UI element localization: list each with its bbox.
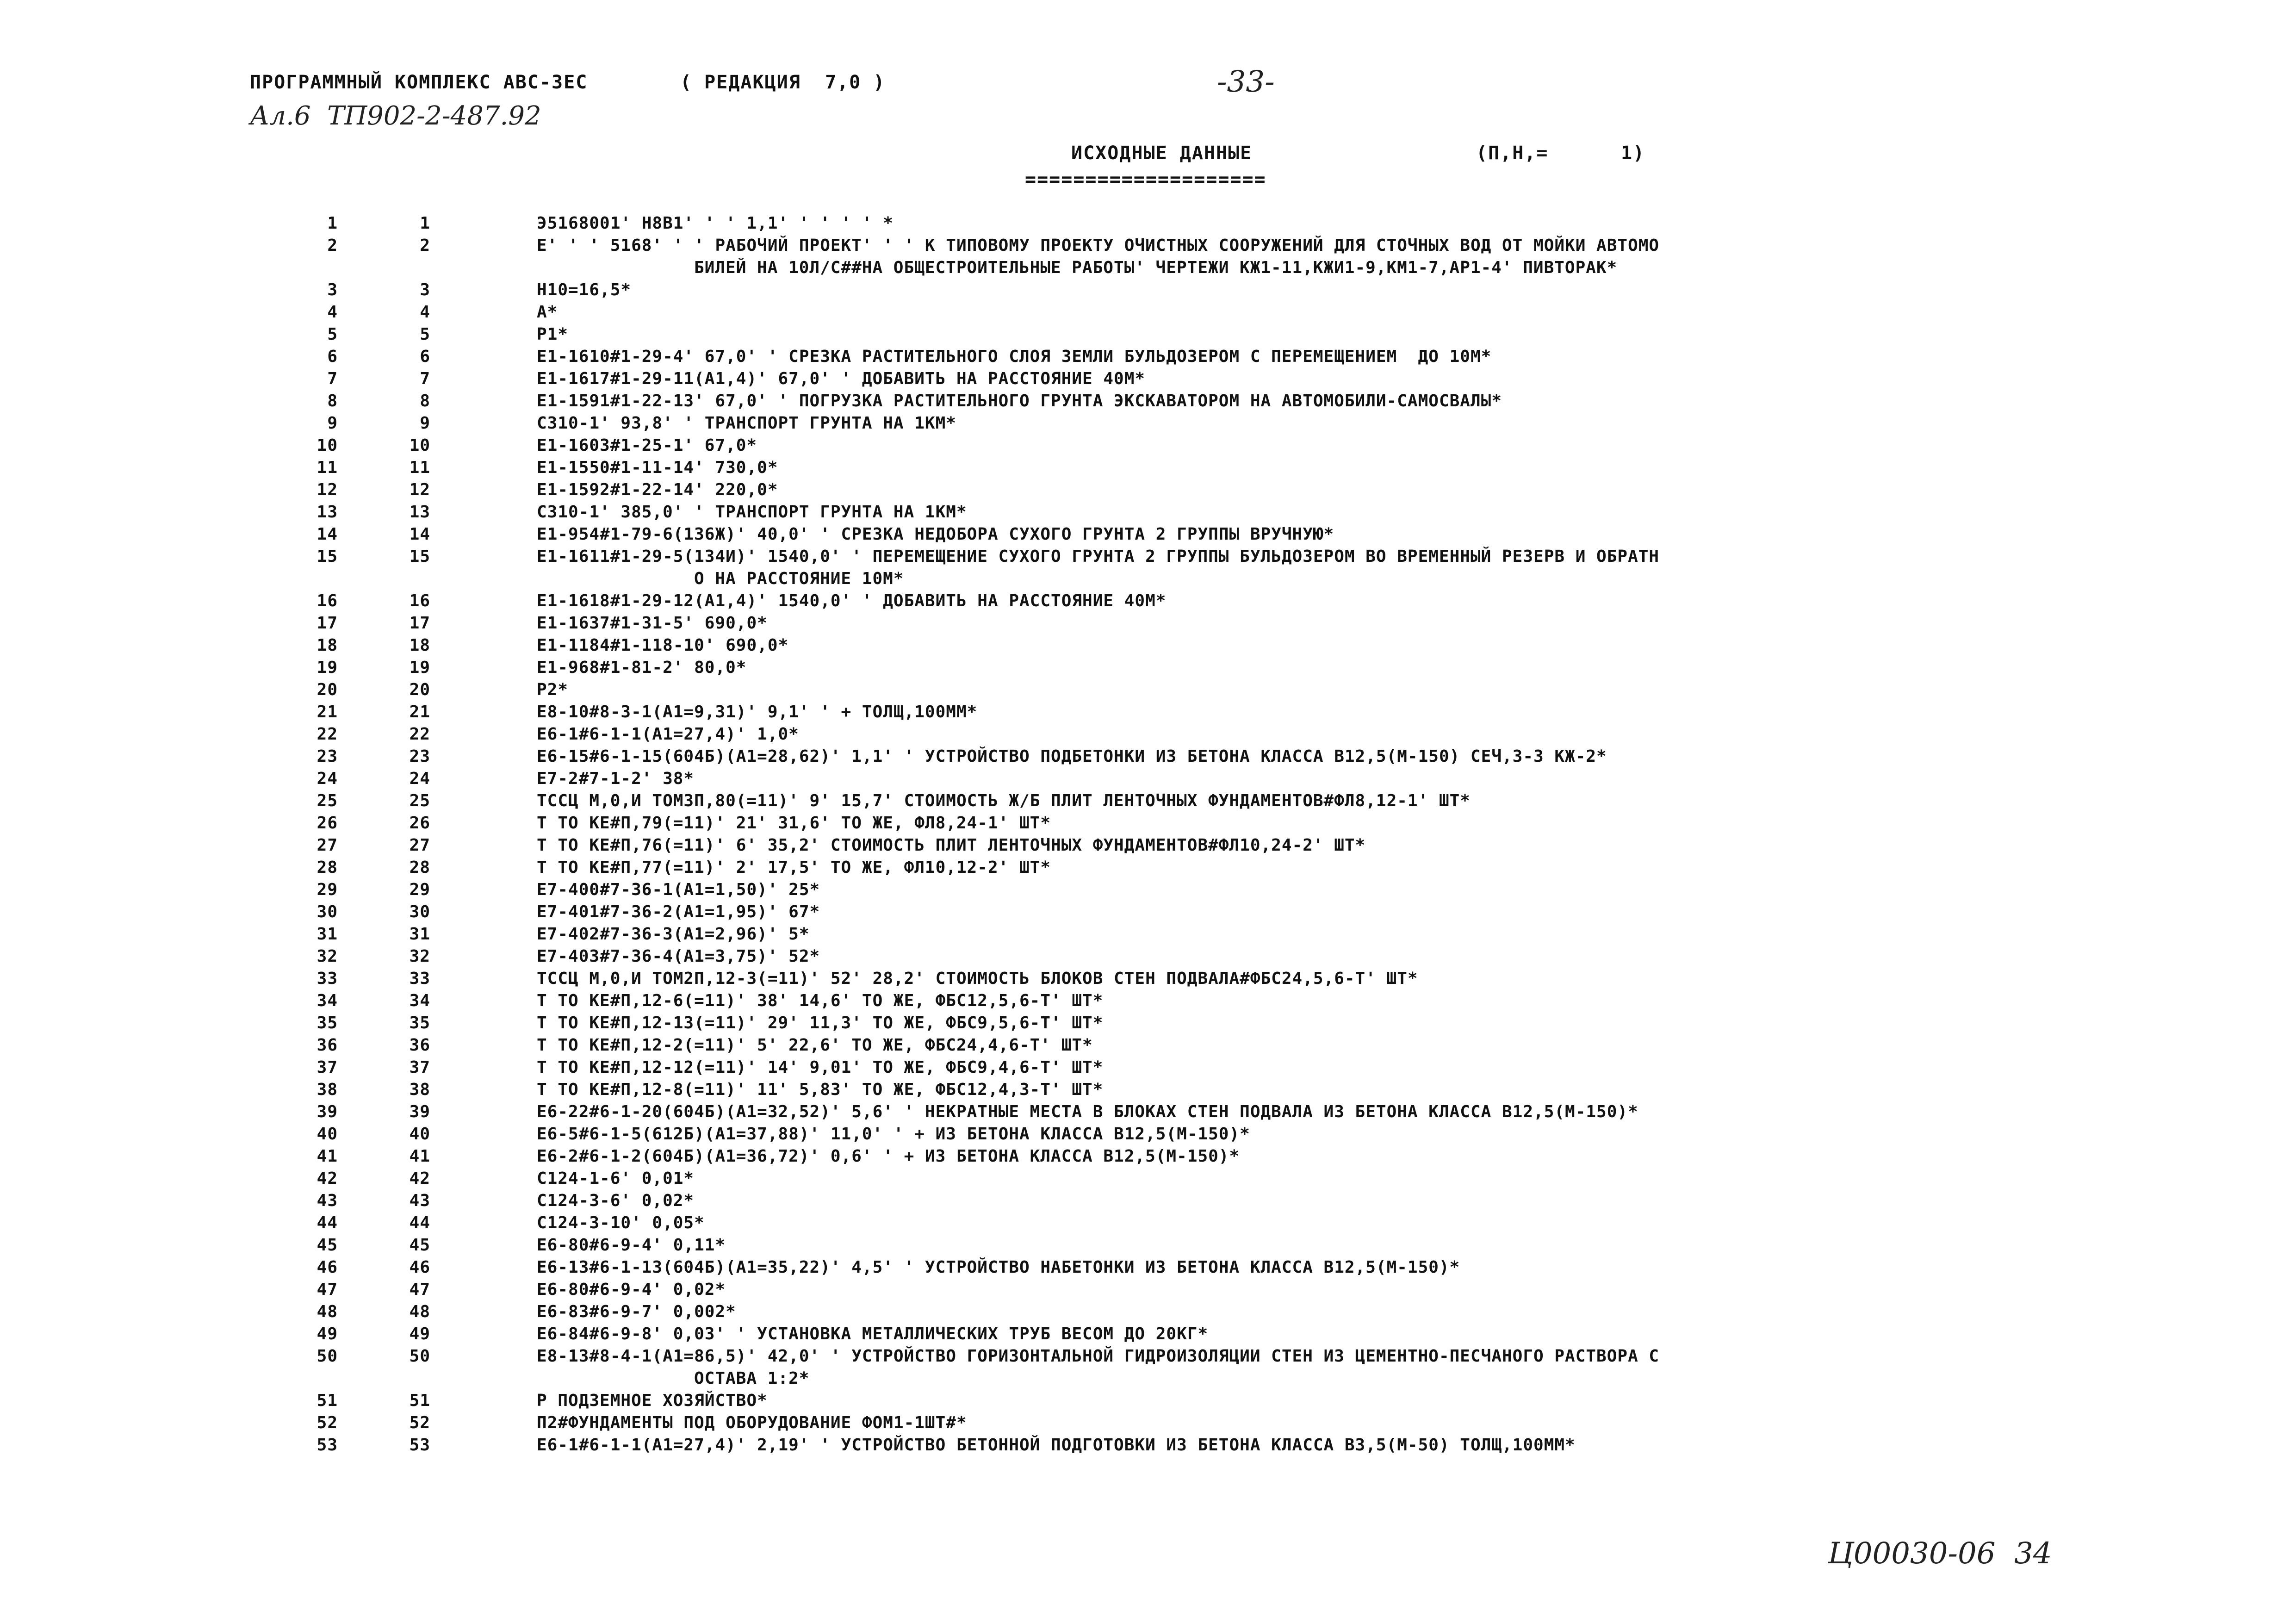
listing-row bbox=[0, 236, 2296, 258]
row-text: Е1-1611#1-29-5(134И)' 1540,0' ' ПЕРЕМЕЩЕНИЕ СУХОГО ГРУНТА 2 ГРУППЫ БУЛЬДОЗЕРОМ ВО ВРЕМЕННЫЙ РЕЗЕРВ И ОБРАТН bbox=[537, 547, 1660, 566]
row-text: Е1-1637#1-31-5' 690,0* bbox=[537, 614, 768, 633]
row-text: Н10=16,5* bbox=[537, 280, 632, 299]
row-text: С124-3-10' 0,05* bbox=[537, 1213, 705, 1232]
row-line-number: 38 bbox=[409, 1080, 430, 1099]
row-sequence-number: 51 bbox=[316, 1391, 338, 1410]
page-title: ИСХОДНЫЕ ДАННЫЕ bbox=[1071, 143, 1253, 164]
listing-row bbox=[0, 1213, 2296, 1236]
row-sequence-number: 15 bbox=[316, 547, 338, 566]
row-sequence-number: 2 bbox=[327, 236, 338, 255]
row-text: А* bbox=[537, 303, 558, 322]
row-text: Е6-84#6-9-8' 0,03' ' УСТАНОВКА МЕТАЛЛИЧЕСКИХ ТРУБ ВЕСОМ ДО 20КГ* bbox=[537, 1325, 1209, 1343]
row-text: Е6-2#6-1-2(604Б)(А1=36,72)' 0,6' ' + ИЗ БЕТОНА КЛАССА В12,5(М-150)* bbox=[537, 1147, 1240, 1166]
listing-row bbox=[0, 369, 2296, 392]
row-line-number: 14 bbox=[409, 525, 430, 544]
listing-row bbox=[0, 1236, 2296, 1258]
row-text: Е6-1#6-1-1(А1=27,4)' 2,19' ' УСТРОЙСТВО БЕТОННОЙ ПОДГОТОВКИ ИЗ БЕТОНА КЛАССА В3,5(М-50) ТОЛЩ,100ММ* bbox=[537, 1436, 1576, 1455]
row-sequence-number: 29 bbox=[316, 880, 338, 899]
row-text: Е7-403#7-36-4(А1=3,75)' 52* bbox=[537, 947, 820, 966]
row-text: Е1-1550#1-11-14' 730,0* bbox=[537, 458, 778, 477]
listing-row bbox=[0, 1147, 2296, 1169]
row-text: Е7-401#7-36-2(А1=1,95)' 67* bbox=[537, 902, 820, 921]
row-line-number: 17 bbox=[409, 614, 430, 633]
document-code: Ал.6 ТП902-2-487.92 bbox=[250, 101, 541, 131]
listing-row bbox=[0, 1302, 2296, 1325]
row-sequence-number: 50 bbox=[316, 1347, 338, 1366]
row-line-number: 30 bbox=[409, 902, 430, 921]
row-line-number: 3 bbox=[420, 280, 430, 299]
row-line-number: 48 bbox=[409, 1302, 430, 1321]
row-sequence-number: 11 bbox=[316, 458, 338, 477]
row-sequence-number: 44 bbox=[316, 1213, 338, 1232]
row-line-number: 45 bbox=[409, 1236, 430, 1255]
row-line-number: 22 bbox=[409, 725, 430, 744]
listing-row-continuation bbox=[0, 258, 2296, 280]
listing-row bbox=[0, 925, 2296, 947]
row-text: Е1-1610#1-29-4' 67,0' ' СРЕЗКА РАСТИТЕЛЬНОГО СЛОЯ ЗЕМЛИ БУЛЬДОЗЕРОМ С ПЕРЕМЕЩЕНИЕМ ДО 10М* bbox=[537, 347, 1492, 366]
row-text: Е' ' ' 5168' ' ' РАБОЧИЙ ПРОЕКТ' ' ' К ТИПОВОМУ ПРОЕКТУ ОЧИСТНЫХ СООРУЖЕНИЙ ДЛЯ СТОЧНЫХ ВОД ОТ МОЙКИ АВТОМО bbox=[537, 236, 1660, 255]
row-sequence-number: 37 bbox=[316, 1058, 338, 1077]
row-sequence-number: 52 bbox=[316, 1413, 338, 1432]
row-sequence-number: 40 bbox=[316, 1125, 338, 1144]
row-sequence-number: 46 bbox=[316, 1258, 338, 1277]
row-sequence-number: 1 bbox=[327, 214, 338, 233]
row-sequence-number: 49 bbox=[316, 1325, 338, 1343]
row-text: Е8-10#8-3-1(А1=9,31)' 9,1' ' + ТОЛЩ,100ММ* bbox=[537, 703, 978, 721]
row-line-number: 26 bbox=[409, 814, 430, 833]
listing-row bbox=[0, 1014, 2296, 1036]
row-sequence-number: 35 bbox=[316, 1014, 338, 1032]
listing-row bbox=[0, 858, 2296, 880]
row-text: Е1-1618#1-29-12(А1,4)' 1540,0' ' ДОБАВИТЬ НА РАССТОЯНИЕ 40М* bbox=[537, 591, 1167, 610]
row-text: Т ТО КЕ#П,12-8(=11)' 11' 5,83' ТО ЖЕ, ФБС12,4,3-Т' ШТ* bbox=[537, 1080, 1104, 1099]
row-line-number: 50 bbox=[409, 1347, 430, 1366]
row-text: Е6-80#6-9-4' 0,11* bbox=[537, 1236, 726, 1255]
listing-row bbox=[0, 1058, 2296, 1080]
listing-row bbox=[0, 947, 2296, 969]
listing-row bbox=[0, 1080, 2296, 1102]
row-text: Р2* bbox=[537, 680, 569, 699]
row-line-number: 20 bbox=[409, 680, 430, 699]
listing-row bbox=[0, 436, 2296, 458]
listing-row bbox=[0, 414, 2296, 436]
row-line-number: 41 bbox=[409, 1147, 430, 1166]
row-text: Е6-1#6-1-1(А1=27,4)' 1,0* bbox=[537, 725, 799, 744]
row-line-number: 51 bbox=[409, 1391, 430, 1410]
row-text: Т ТО КЕ#П,12-12(=11)' 14' 9,01' ТО ЖЕ, ФБС9,4,6-Т' ШТ* bbox=[537, 1058, 1104, 1077]
listing-row bbox=[0, 1436, 2296, 1458]
row-line-number: 46 bbox=[409, 1258, 430, 1277]
row-text: БИЛЕЙ НА 10Л/С##НА ОБЩЕСТРОИТЕЛЬНЫЕ РАБОТЫ' ЧЕРТЕЖИ КЖ1-11,КЖИ1-9,КМ1-7,АР1-4' ПИВТОРАК* bbox=[694, 258, 1618, 277]
row-line-number: 52 bbox=[409, 1413, 430, 1432]
listing-row bbox=[0, 1191, 2296, 1213]
row-sequence-number: 7 bbox=[327, 369, 338, 388]
listing-row bbox=[0, 680, 2296, 703]
listing-row bbox=[0, 525, 2296, 547]
row-text: Т ТО КЕ#П,12-6(=11)' 38' 14,6' ТО ЖЕ, ФБС12,5,6-Т' ШТ* bbox=[537, 991, 1104, 1010]
row-sequence-number: 31 bbox=[316, 925, 338, 944]
row-line-number: 11 bbox=[409, 458, 430, 477]
row-sequence-number: 13 bbox=[316, 503, 338, 522]
row-text: Е6-22#6-1-20(604Б)(А1=32,52)' 5,6' ' НЕКРАТНЫЕ МЕСТА В БЛОКАХ СТЕН ПОДВАЛА ИЗ БЕТОНА КЛАССА В12,5(М-150)* bbox=[537, 1102, 1638, 1121]
row-text: Е6-80#6-9-4' 0,02* bbox=[537, 1280, 726, 1299]
listing-row bbox=[0, 1280, 2296, 1302]
row-sequence-number: 17 bbox=[316, 614, 338, 633]
row-line-number: 15 bbox=[409, 547, 430, 566]
listing-row bbox=[0, 658, 2296, 680]
row-sequence-number: 53 bbox=[316, 1436, 338, 1455]
row-line-number: 7 bbox=[420, 369, 430, 388]
row-sequence-number: 32 bbox=[316, 947, 338, 966]
row-text: Т ТО КЕ#П,12-13(=11)' 29' 11,3' ТО ЖЕ, ФБС9,5,6-Т' ШТ* bbox=[537, 1014, 1104, 1032]
row-sequence-number: 10 bbox=[316, 436, 338, 455]
row-line-number: 31 bbox=[409, 925, 430, 944]
row-line-number: 33 bbox=[409, 969, 430, 988]
row-text: Е7-402#7-36-3(А1=2,96)' 5* bbox=[537, 925, 810, 944]
listing-row bbox=[0, 458, 2296, 480]
row-text: Е6-15#6-1-15(604Б)(А1=28,62)' 1,1' ' УСТРОЙСТВО ПОДБЕТОНКИ ИЗ БЕТОНА КЛАССА В12,5(М-150) СЕЧ,3-3 КЖ-2* bbox=[537, 747, 1607, 766]
row-line-number: 44 bbox=[409, 1213, 430, 1232]
row-text: Т ТО КЕ#П,77(=11)' 2' 17,5' ТО ЖЕ, ФЛ10,12-2' ШТ* bbox=[537, 858, 1051, 877]
row-sequence-number: 21 bbox=[316, 703, 338, 721]
row-line-number: 42 bbox=[409, 1169, 430, 1188]
row-line-number: 2 bbox=[420, 236, 430, 255]
listing-row bbox=[0, 880, 2296, 902]
row-text: Р ПОДЗЕМНОЕ ХОЗЯЙСТВО* bbox=[537, 1391, 768, 1410]
row-sequence-number: 9 bbox=[327, 414, 338, 433]
row-line-number: 6 bbox=[420, 347, 430, 366]
row-sequence-number: 48 bbox=[316, 1302, 338, 1321]
row-sequence-number: 14 bbox=[316, 525, 338, 544]
row-sequence-number: 43 bbox=[316, 1191, 338, 1210]
row-text: ТССЦ М,0,И ТОМ2П,12-3(=11)' 52' 28,2' СТОИМОСТЬ БЛОКОВ СТЕН ПОДВАЛА#ФБС24,5,6-Т' ШТ* bbox=[537, 969, 1418, 988]
listing-row bbox=[0, 1125, 2296, 1147]
listing-row bbox=[0, 1391, 2296, 1413]
listing-row bbox=[0, 591, 2296, 614]
listing-row bbox=[0, 214, 2296, 236]
title-parameters: (П,Н,= 1) bbox=[1476, 143, 1645, 164]
row-line-number: 36 bbox=[409, 1036, 430, 1055]
row-line-number: 32 bbox=[409, 947, 430, 966]
row-sequence-number: 42 bbox=[316, 1169, 338, 1188]
listing-row bbox=[0, 480, 2296, 503]
listing-row bbox=[0, 1413, 2296, 1436]
row-line-number: 9 bbox=[420, 414, 430, 433]
row-sequence-number: 4 bbox=[327, 303, 338, 322]
row-line-number: 23 bbox=[409, 747, 430, 766]
row-text: Э5168001' Н8В1' ' ' 1,1' ' ' ' ' * bbox=[537, 214, 894, 233]
row-line-number: 4 bbox=[420, 303, 430, 322]
row-sequence-number: 8 bbox=[327, 392, 338, 410]
row-text: Е1-968#1-81-2' 80,0* bbox=[537, 658, 747, 677]
row-sequence-number: 3 bbox=[327, 280, 338, 299]
listing-row bbox=[0, 769, 2296, 791]
row-sequence-number: 5 bbox=[327, 325, 338, 344]
row-line-number: 18 bbox=[409, 636, 430, 655]
listing-row bbox=[0, 347, 2296, 369]
listing-row bbox=[0, 969, 2296, 991]
row-sequence-number: 20 bbox=[316, 680, 338, 699]
row-text: Е1-1617#1-29-11(А1,4)' 67,0' ' ДОБАВИТЬ НА РАССТОЯНИЕ 40М* bbox=[537, 369, 1146, 388]
listing-row bbox=[0, 902, 2296, 925]
row-line-number: 5 bbox=[420, 325, 430, 344]
row-text: Р1* bbox=[537, 325, 569, 344]
row-sequence-number: 36 bbox=[316, 1036, 338, 1055]
row-line-number: 47 bbox=[409, 1280, 430, 1299]
row-text: Т ТО КЕ#П,76(=11)' 6' 35,2' СТОИМОСТЬ ПЛИТ ЛЕНТОЧНЫХ ФУНДАМЕНТОВ#ФЛ10,24-2' ШТ* bbox=[537, 836, 1366, 855]
row-text: Е1-1592#1-22-14' 220,0* bbox=[537, 480, 778, 499]
row-line-number: 53 bbox=[409, 1436, 430, 1455]
edition-label: ( РЕДАКЦИЯ 7,0 ) bbox=[680, 72, 886, 93]
listing-row-continuation bbox=[0, 1369, 2296, 1391]
listing-row bbox=[0, 303, 2296, 325]
row-sequence-number: 28 bbox=[316, 858, 338, 877]
row-text: Е6-5#6-1-5(612Б)(А1=37,88)' 11,0' ' + ИЗ БЕТОНА КЛАССА В12,5(М-150)* bbox=[537, 1125, 1250, 1144]
row-line-number: 34 bbox=[409, 991, 430, 1010]
row-sequence-number: 34 bbox=[316, 991, 338, 1010]
row-sequence-number: 24 bbox=[316, 769, 338, 788]
row-sequence-number: 25 bbox=[316, 791, 338, 810]
row-line-number: 16 bbox=[409, 591, 430, 610]
row-text: ОСТАВА 1:2* bbox=[694, 1369, 810, 1388]
row-line-number: 28 bbox=[409, 858, 430, 877]
row-text: Е1-1591#1-22-13' 67,0' ' ПОГРУЗКА РАСТИТЕЛЬНОГО ГРУНТА ЭКСКАВАТОРОМ НА АВТОМОБИЛИ-САМОСВАЛЫ* bbox=[537, 392, 1502, 410]
row-sequence-number: 23 bbox=[316, 747, 338, 766]
row-sequence-number: 41 bbox=[316, 1147, 338, 1166]
listing-row bbox=[0, 503, 2296, 525]
listing-row bbox=[0, 1347, 2296, 1369]
listing-row bbox=[0, 614, 2296, 636]
row-line-number: 43 bbox=[409, 1191, 430, 1210]
listing-row bbox=[0, 991, 2296, 1014]
listing-row bbox=[0, 280, 2296, 303]
row-sequence-number: 30 bbox=[316, 902, 338, 921]
row-line-number: 27 bbox=[409, 836, 430, 855]
row-line-number: 40 bbox=[409, 1125, 430, 1144]
row-sequence-number: 27 bbox=[316, 836, 338, 855]
row-text: П2#ФУНДАМЕНТЫ ПОД ОБОРУДОВАНИЕ ФОМ1-1ШТ#* bbox=[537, 1413, 967, 1432]
row-text: Е1-1184#1-118-10' 690,0* bbox=[537, 636, 789, 655]
row-line-number: 19 bbox=[409, 658, 430, 677]
listing-row bbox=[0, 547, 2296, 569]
row-line-number: 24 bbox=[409, 769, 430, 788]
listing-row bbox=[0, 1036, 2296, 1058]
listing-row bbox=[0, 325, 2296, 347]
listing-row-continuation bbox=[0, 569, 2296, 591]
row-line-number: 49 bbox=[409, 1325, 430, 1343]
row-text: Е6-13#6-1-13(604Б)(А1=35,22)' 4,5' ' УСТРОЙСТВО НАБЕТОНКИ ИЗ БЕТОНА КЛАССА В12,5(М-150)* bbox=[537, 1258, 1460, 1277]
title-underline: ==================== bbox=[1025, 169, 1266, 190]
row-sequence-number: 26 bbox=[316, 814, 338, 833]
row-text: С310-1' 93,8' ' ТРАНСПОРТ ГРУНТА НА 1КМ* bbox=[537, 414, 956, 433]
row-sequence-number: 38 bbox=[316, 1080, 338, 1099]
row-text: Т ТО КЕ#П,12-2(=11)' 5' 22,6' ТО ЖЕ, ФБС24,4,6-Т' ШТ* bbox=[537, 1036, 1093, 1055]
row-line-number: 13 bbox=[409, 503, 430, 522]
listing-row bbox=[0, 1169, 2296, 1191]
row-sequence-number: 47 bbox=[316, 1280, 338, 1299]
row-line-number: 29 bbox=[409, 880, 430, 899]
row-sequence-number: 33 bbox=[316, 969, 338, 988]
page-number: -33- bbox=[1217, 65, 1275, 99]
listing-row bbox=[0, 814, 2296, 836]
row-text: Е8-13#8-4-1(А1=86,5)' 42,0' ' УСТРОЙСТВО ГОРИЗОНТАЛЬНОЙ ГИДРОИЗОЛЯЦИИ СТЕН ИЗ ЦЕМЕНТНО-ПЕСЧАНОГО РАСТВОРА С bbox=[537, 1347, 1660, 1366]
row-text: О НА РАССТОЯНИЕ 10М* bbox=[694, 569, 904, 588]
listing-row bbox=[0, 703, 2296, 725]
row-sequence-number: 39 bbox=[316, 1102, 338, 1121]
row-sequence-number: 12 bbox=[316, 480, 338, 499]
row-sequence-number: 18 bbox=[316, 636, 338, 655]
listing-row bbox=[0, 1325, 2296, 1347]
row-sequence-number: 22 bbox=[316, 725, 338, 744]
row-sequence-number: 19 bbox=[316, 658, 338, 677]
row-text: Е1-954#1-79-6(136Ж)' 40,0' ' СРЕЗКА НЕДОБОРА СУХОГО ГРУНТА 2 ГРУППЫ ВРУЧНУЮ* bbox=[537, 525, 1334, 544]
listing-row bbox=[0, 636, 2296, 658]
row-line-number: 10 bbox=[409, 436, 430, 455]
row-line-number: 21 bbox=[409, 703, 430, 721]
row-sequence-number: 16 bbox=[316, 591, 338, 610]
row-line-number: 25 bbox=[409, 791, 430, 810]
listing-row bbox=[0, 1102, 2296, 1125]
row-text: Т ТО КЕ#П,79(=11)' 21' 31,6' ТО ЖЕ, ФЛ8,24-1' ШТ* bbox=[537, 814, 1051, 833]
row-line-number: 35 bbox=[409, 1014, 430, 1032]
row-text: С124-3-6' 0,02* bbox=[537, 1191, 695, 1210]
listing-row bbox=[0, 747, 2296, 769]
row-sequence-number: 45 bbox=[316, 1236, 338, 1255]
row-line-number: 8 bbox=[420, 392, 430, 410]
row-text: Е6-83#6-9-7' 0,002* bbox=[537, 1302, 736, 1321]
row-text: Е1-1603#1-25-1' 67,0* bbox=[537, 436, 757, 455]
row-sequence-number: 6 bbox=[327, 347, 338, 366]
row-text: Е7-400#7-36-1(А1=1,50)' 25* bbox=[537, 880, 820, 899]
row-line-number: 39 bbox=[409, 1102, 430, 1121]
row-text: С124-1-6' 0,01* bbox=[537, 1169, 695, 1188]
listing-row bbox=[0, 392, 2296, 414]
listing-row bbox=[0, 791, 2296, 814]
row-line-number: 37 bbox=[409, 1058, 430, 1077]
row-line-number: 1 bbox=[420, 214, 430, 233]
input-data-listing bbox=[0, 214, 2296, 1458]
row-text: Е7-2#7-1-2' 38* bbox=[537, 769, 695, 788]
row-line-number: 12 bbox=[409, 480, 430, 499]
listing-row bbox=[0, 725, 2296, 747]
row-text: ТССЦ М,0,И ТОМ3П,80(=11)' 9' 15,7' СТОИМОСТЬ Ж/Б ПЛИТ ЛЕНТОЧНЫХ ФУНДАМЕНТОВ#ФЛ8,12-1' ШТ* bbox=[537, 791, 1471, 810]
listing-row bbox=[0, 1258, 2296, 1280]
archive-stamp: Ц00030-06 34 bbox=[1828, 1536, 2052, 1571]
program-name: ПРОГРАММНЫЙ КОМПЛЕКС АВС-3ЕС bbox=[250, 72, 588, 93]
row-text: С310-1' 385,0' ' ТРАНСПОРТ ГРУНТА НА 1КМ* bbox=[537, 503, 967, 522]
listing-row bbox=[0, 836, 2296, 858]
